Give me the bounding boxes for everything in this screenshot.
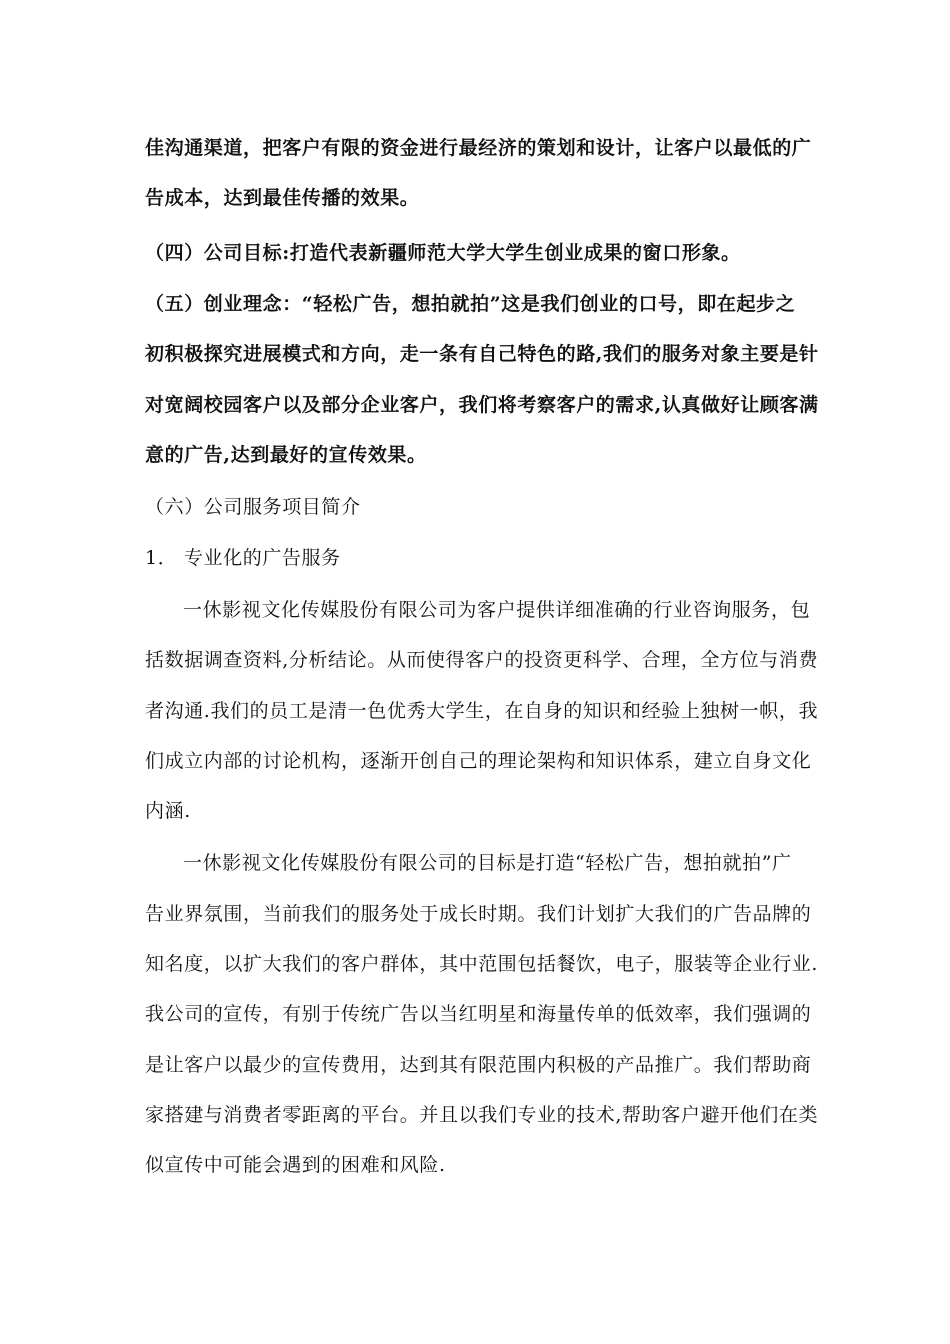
text-line: 内涵. [145,800,191,822]
text-line: 知名度，以扩大我们的客户群体，其中范围包括餐饮，电子，服装等企业行业. [145,953,819,975]
text-line: 我公司的宣传，有别于传统广告以当红明星和海量传单的低效率，我们强调的 [145,1003,812,1025]
text-line: 告成本，达到最佳传播的效果。 [145,187,420,209]
heading-company-goal: （四）公司目标:打造代表新疆师范大学大学生创业成果的窗口形象。 [145,242,741,264]
text-line: 对宽阔校园客户以及部分企业客户，我们将考察客户的需求,认真做好让顾客满 [145,394,819,416]
text-line: 家搭建与消费者零距离的平台。并且以我们专业的技术,帮助客户避开他们在类 [145,1104,819,1126]
text-line: 初积极探究进展模式和方向，走一条有自己特色的路,我们的服务对象主要是针 [145,343,819,365]
text-line: 告业界氛围，当前我们的服务处于成长时期。我们计划扩大我们的广告品牌的 [145,903,812,925]
heading-professional-ad-service: 1． 专业化的广告服务 [145,547,341,569]
text-line: 们成立内部的讨论机构，逐渐开创自己的理论架构和知识体系，建立自身文化 [145,750,812,772]
heading-services: （六）公司服务项目简介 [145,496,361,518]
text-line: 似宣传中可能会遇到的困难和风险. [145,1154,446,1176]
text-line: 是让客户以最少的宣传费用，达到其有限范围内积极的产品推广。我们帮助商 [145,1054,812,1076]
text-line: 一休影视文化传媒股份有限公司的目标是打造“轻松广告，想拍就拍”广 [183,852,792,874]
text-line: 佳沟通渠道，把客户有限的资金进行最经济的策划和设计，让客户以最低的广 [145,137,812,159]
text-line: 一休影视文化传媒股份有限公司为客户提供详细准确的行业咨询服务，包 [183,599,811,621]
heading-business-philosophy: （五）创业理念：“轻松广告，想拍就拍”这是我们创业的口号，即在起步之 [145,293,796,315]
text-line: 者沟通.我们的员工是清一色优秀大学生，在自身的知识和经验上独树一帜，我 [145,700,819,722]
text-line: 括数据调查资料,分析结论。从而使得客户的投资更科学、合理，全方位与消费 [145,649,819,671]
text-line: 意的广告,达到最好的宣传效果。 [145,444,427,466]
